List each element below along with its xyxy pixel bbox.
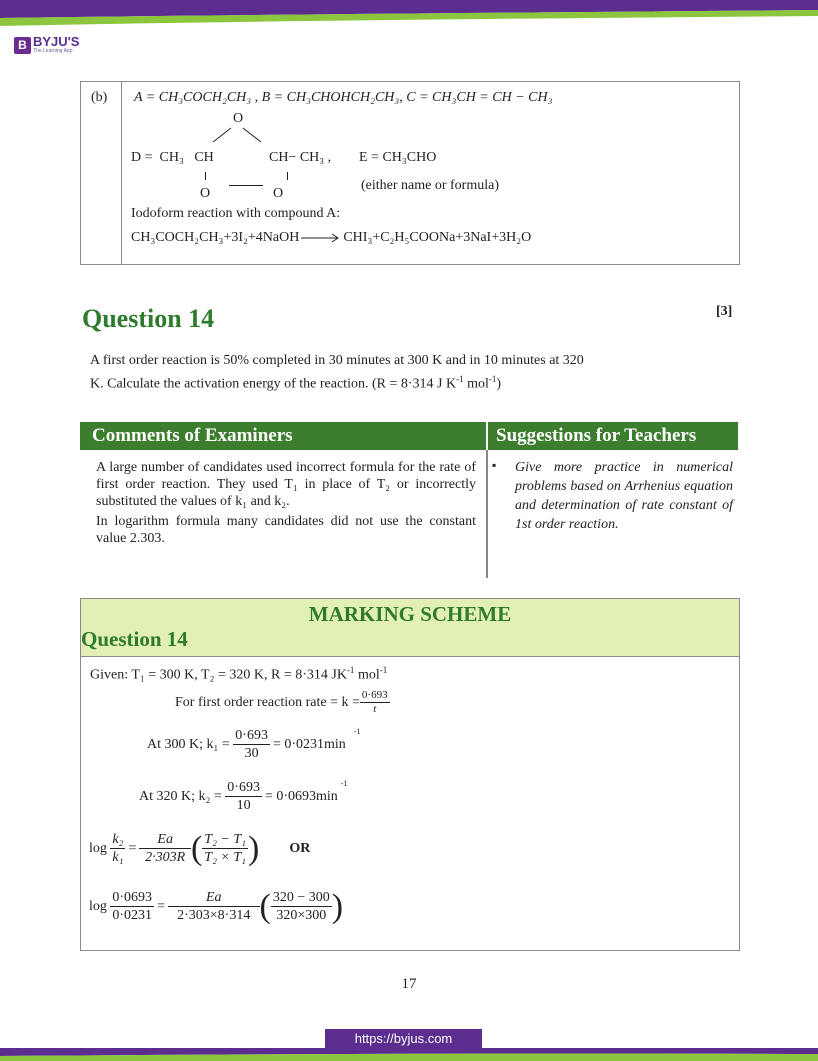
- comments-header: Comments of Examiners: [80, 422, 486, 450]
- bond-horizontal: [229, 185, 263, 186]
- marking-scheme-title: MARKING SCHEME: [308, 602, 512, 626]
- ring-oxygen-left: O: [200, 186, 211, 201]
- iodoform-equation: [131, 230, 531, 246]
- table-column-divider: [486, 450, 488, 578]
- answer-part-b-box: [80, 81, 740, 265]
- page-number: 17: [401, 976, 417, 992]
- suggestions-header: Suggestions for Teachers: [488, 422, 738, 450]
- suggestion-item-1: Give more practice in numerical problems based on Arrhenius equation and determination of rate constant of 1st order reaction.: [515, 460, 733, 532]
- rate-constant-formula: For first order reaction rate = k = $\frac{0\cdot 693}{t}$: [175, 689, 388, 715]
- ring-oxygen-right: O: [273, 186, 284, 201]
- arrhenius-formula: log $\frac{\text{k₂}}{\text{k₁}}$ = $\frac{Ea}{2\cdot 303R}$ ( $\frac{\text{T₂ − T₁}}{\text{T₂ × T₁}}$ ) OR: [89, 829, 311, 867]
- compound-e: E = CH₃CHO: [359, 150, 437, 165]
- question-line-2: K. Calculate the activation energy of the reaction. (R = 8·314 J $K^{-1}$ mol$^{-1}$): [90, 374, 502, 392]
- iodoform-products: CHI₃+C₂H₅COONa+3NaI+3H₂O: [343, 230, 532, 245]
- marking-question-label: Question 14: [81, 627, 188, 651]
- compound-d-left: D = CH₃ CH: [131, 150, 214, 165]
- or-label: OR: [289, 840, 311, 856]
- part-b-divider: [121, 82, 122, 264]
- examiner-comments-table: [80, 422, 738, 578]
- iodoform-reactants: CH₃COCH₂CH₃+3I₂+4NaOH: [131, 230, 300, 245]
- marking-scheme-header: [81, 599, 739, 657]
- question-line-1: A first order reaction is 50% completed in 30 minutes at 300 K and in 10 minutes at 320: [90, 353, 584, 368]
- comment-para-2: In logarithm formula many candidates did not use the constant value 2.303.: [96, 514, 476, 546]
- part-b-label: (b): [91, 90, 108, 105]
- bond-left-vertical: [205, 172, 206, 180]
- footer-url-link[interactable]: https://byjus.com: [325, 1029, 482, 1048]
- suggestion-bullet: ▪: [492, 458, 497, 472]
- iodoform-label: Iodoform reaction with compound A:: [131, 206, 341, 221]
- right-paren: ): [248, 829, 260, 867]
- bond-right-vertical: [287, 172, 288, 180]
- right-paren-2: ): [331, 887, 344, 925]
- compound-d-right: CH− CH₃ ,: [269, 150, 332, 165]
- byjus-logo: [14, 36, 79, 54]
- comment-para-1: A large number of candidates used incorrect formula for the rate of first order reaction. They used T₁ in place of T₂ or incorrectly substituted the values of k₁ and k₂.: [96, 460, 476, 509]
- given-values: Given: T₁ = 300 K, T₂ = 320 K, R = 8·314 $JK^{-1}$ mol$^{-1}$: [90, 665, 388, 683]
- ring-bonds-top: [207, 124, 267, 146]
- left-paren: (: [190, 829, 203, 867]
- bottom-banner: [0, 1048, 818, 1061]
- name-formula-note: (either name or formula): [361, 178, 499, 193]
- logo-name: BYJU'S: [33, 34, 80, 49]
- k2-calculation: At 320 K; k₂ = $\frac{0\cdot 693}{10}$ = 0·0693min -1: [139, 779, 348, 813]
- compound-abc-line: A = CH₃COCH₂CH₃ , B = CH₃CHOHCH₂CH₃, C = CH₃CH = CH − CH₃: [134, 90, 553, 105]
- ring-oxygen-top: O: [233, 111, 244, 126]
- left-paren-2: (: [259, 887, 271, 925]
- k1-calculation: At 300 K; k₁ = $\frac{0\cdot 693}{30}$ = 0·0231min -1: [147, 727, 361, 761]
- marking-scheme-box: [80, 598, 740, 951]
- reaction-arrow-icon: [301, 233, 341, 243]
- question-text: [90, 352, 730, 394]
- substituted-formula: log $\frac{0\cdot 0693}{0\cdot 0231}$ = $\frac{Ea}{2\cdot 303\times 8\cdot 314}$ ( $\frac{320 - 300}{320\times 300}$ ): [89, 887, 344, 925]
- logo-tagline: The Learning App: [33, 48, 73, 54]
- question-title: Question 14: [82, 304, 215, 333]
- logo-mark: B: [14, 37, 31, 54]
- comments-body: [96, 459, 476, 547]
- question-marks: [3]: [716, 304, 733, 319]
- top-banner: [0, 0, 818, 26]
